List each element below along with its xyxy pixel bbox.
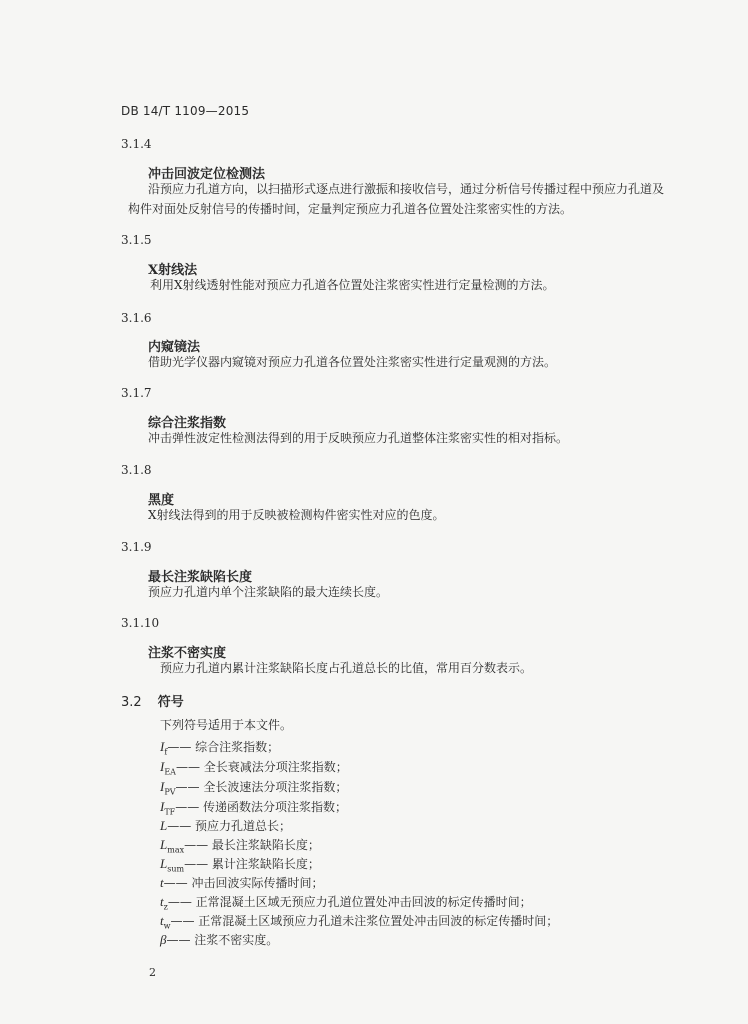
section-heading: [121, 691, 184, 710]
term-title: 综合注浆指数: [148, 416, 227, 431]
symbol-description: —— 注浆不密实度。: [166, 933, 279, 947]
symbol-subscript: PV: [164, 787, 176, 797]
term-title: 黑度: [148, 493, 175, 508]
symbol-item: [160, 912, 558, 930]
symbol-subscript: TF: [164, 807, 176, 817]
symbol: L: [160, 856, 168, 871]
section-number: 3.2: [121, 695, 142, 710]
symbol-description: —— 全长衰减法分项注浆指数；: [175, 760, 348, 774]
symbol: L: [160, 837, 168, 852]
clause-number: 3.1.7: [121, 386, 152, 400]
term-definition-line: 构件对面处反射信号的传播时间，定量判定预应力孔道各位置处注浆密实性的方法。: [128, 202, 573, 216]
symbol-subscript: sum: [167, 864, 185, 874]
symbol-item: [160, 798, 347, 816]
clause-number: 3.1.6: [121, 311, 152, 325]
symbol: t: [160, 913, 164, 928]
symbol: t: [160, 875, 164, 890]
symbol-description: —— 累计注浆缺陷长度；: [184, 857, 320, 871]
symbol: I: [160, 799, 165, 814]
symbol-item: [160, 758, 348, 776]
symbol-subscript: EA: [164, 767, 176, 777]
term-title: 内窥镜法: [148, 340, 201, 355]
symbol-item: [160, 817, 291, 835]
symbol: L: [160, 818, 168, 833]
symbol-subscript: z: [163, 902, 168, 912]
symbol-item: [160, 874, 323, 892]
symbol-description: —— 正常混凝土区域预应力孔道未注浆位置处冲击回波的标定传播时间；: [170, 914, 559, 928]
symbol: I: [160, 779, 165, 794]
clause-number: 3.1.9: [121, 540, 152, 554]
symbols-intro: 下列符号适用于本文件。: [160, 718, 293, 732]
symbol-subscript: max: [167, 845, 185, 855]
symbol-item: [160, 836, 320, 854]
symbol-subscript: f: [164, 747, 168, 757]
symbol-item: [160, 738, 279, 756]
term-definition-line: 预应力孔道内单个注浆缺陷的最大连续长度。: [148, 585, 389, 599]
symbol-description: —— 最长注浆缺陷长度；: [184, 838, 320, 852]
term-title: 冲击回波定位检测法: [148, 167, 266, 182]
term-definition-line: 利用X射线透射性能对预应力孔道各位置处注浆密实性进行定量检测的方法。: [150, 278, 555, 292]
clause-number: 3.1.5: [121, 233, 152, 247]
section-title: 符号: [157, 695, 184, 710]
symbol-item: [160, 931, 278, 949]
symbol-description: —— 正常混凝土区域无预应力孔道位置处冲击回波的标定传播时间；: [167, 895, 532, 909]
term-title: X射线法: [148, 263, 198, 278]
symbol-description: —— 全长波速法分项注浆指数；: [175, 780, 348, 794]
symbol-description: —— 预应力孔道总长；: [167, 819, 292, 833]
symbol-description: —— 综合注浆指数；: [167, 740, 280, 754]
symbol: β: [160, 932, 167, 947]
clause-number: 3.1.8: [121, 463, 152, 477]
document-header: DB 14/T 1109—2015: [121, 104, 250, 118]
symbol: I: [160, 739, 165, 754]
term-definition-line: 预应力孔道内累计注浆缺陷长度占孔道总长的比值，常用百分数表示。: [160, 661, 533, 675]
term-definition-line: 借助光学仪器内窥镜对预应力孔道各位置处注浆密实性进行定量观测的方法。: [148, 355, 557, 369]
symbol-subscript: w: [163, 921, 171, 931]
page-number: 2: [149, 966, 156, 979]
symbol-item: [160, 778, 347, 796]
clause-number: 3.1.4: [121, 137, 152, 151]
symbol-item: [160, 893, 532, 911]
term-definition-line: 沿预应力孔道方向，以扫描形式逐点进行激振和接收信号，通过分析信号传播过程中预应力孔道及: [148, 182, 665, 196]
symbol-description: —— 传递函数法分项注浆指数；: [175, 800, 348, 814]
term-definition-line: 冲击弹性波定性检测法得到的用于反映预应力孔道整体注浆密实性的相对指标。: [148, 431, 569, 445]
symbol: t: [160, 894, 164, 909]
term-title: 最长注浆缺陷长度: [148, 570, 253, 585]
symbol-item: [160, 855, 320, 873]
term-definition-line: X射线法得到的用于反映被检测构件密实性对应的色度。: [148, 508, 445, 522]
symbol-description: —— 冲击回波实际传播时间；: [163, 876, 324, 890]
clause-number: 3.1.10: [121, 616, 160, 630]
term-title: 注浆不密实度: [148, 646, 227, 661]
symbol: I: [160, 759, 165, 774]
